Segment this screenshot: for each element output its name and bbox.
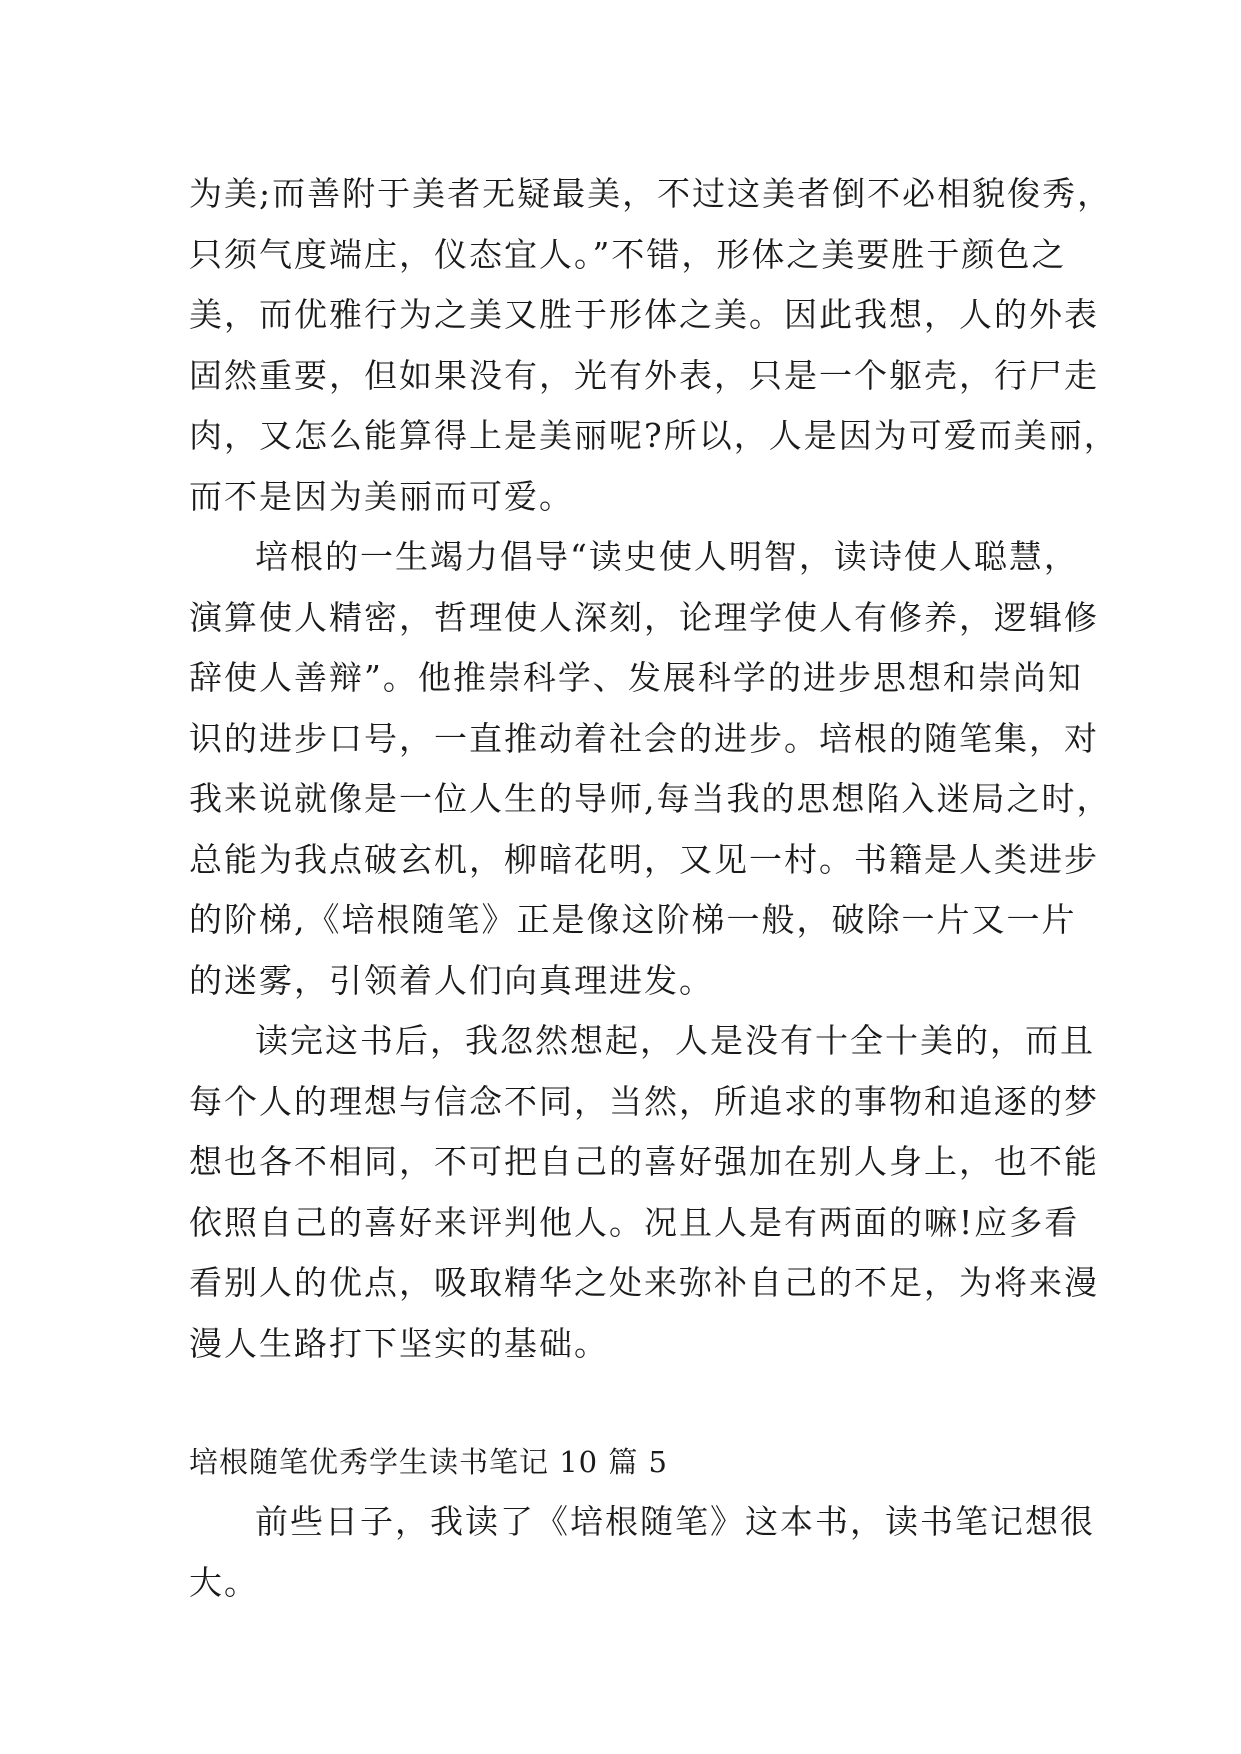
paragraph-line: 肉，又怎么能算得上是美丽呢?所以，人是因为可爱而美丽，	[189, 416, 1119, 455]
paragraph-line: 为美;而善附于美者无疑最美，不过这美者倒不必相貌俊秀，	[189, 174, 1113, 213]
paragraph-line: 辞使人善辩”。他推崇科学、发展科学的进步思想和崇尚知	[189, 658, 1083, 697]
paragraph-line: 培根的一生竭力倡导“读史使人明智，读诗使人聪慧，	[255, 537, 1079, 576]
paragraph-line: 只须气度端庄，仪态宜人。”不错，形体之美要胜于颜色之	[189, 234, 1067, 274]
paragraph-line: 前些日子，我读了《培根随笔》这本书，读书笔记想很	[255, 1502, 1095, 1541]
paragraph-line: 看别人的优点，吸取精华之处来弥补自己的不足，为将来漫	[189, 1263, 1099, 1302]
paragraph-line: 的阶梯,《培根随笔》正是像这阶梯一般，破除一片又一片	[189, 900, 1077, 939]
paragraph-1	[189, 164, 1119, 527]
paragraph-line: 美，而优雅行为之美又胜于形体之美。因此我想，人的外表	[189, 295, 1099, 334]
section-heading: 培根随笔优秀学生读书笔记 10 篇 5	[189, 1445, 669, 1479]
paragraph-line: 漫人生路打下坚实的基础。	[189, 1323, 609, 1363]
paragraph-2	[189, 527, 1112, 1011]
paragraph-line: 总能为我点破玄机，柳暗花明，又见一村。书籍是人类进步	[189, 839, 1099, 879]
paragraph-4	[189, 1492, 1095, 1613]
paragraph-line: 而不是因为美丽而可爱。	[189, 476, 574, 516]
paragraph-line: 我来说就像是一位人生的导师,每当我的思想陷入迷局之时，	[189, 779, 1112, 818]
document-body	[189, 164, 1119, 1613]
paragraph-line: 每个人的理想与信念不同，当然，所追求的事物和追逐的梦	[189, 1081, 1099, 1121]
section-spacer	[189, 1374, 1069, 1432]
paragraph-line: 大。	[189, 1562, 259, 1602]
paragraph-line: 读完这书后，我忽然想起，人是没有十全十美的，而且	[255, 1021, 1095, 1060]
paragraph-line: 识的进步口号，一直推动着社会的进步。培根的随笔集，对	[189, 718, 1099, 758]
paragraph-3	[189, 1011, 1099, 1374]
paragraph-line: 想也各不相同，不可把自己的喜好强加在别人身上，也不能	[189, 1142, 1099, 1181]
paragraph-line: 演算使人精密，哲理使人深刻，论理学使人有修养，逻辑修	[189, 597, 1099, 637]
paragraph-line: 的迷雾，引领着人们向真理进发。	[189, 960, 714, 1000]
paragraph-line: 固然重要，但如果没有，光有外表，只是一个躯壳，行尸走	[189, 355, 1099, 395]
paragraph-line: 依照自己的喜好来评判他人。况且人是有两面的嘛!应多看	[189, 1202, 1080, 1242]
